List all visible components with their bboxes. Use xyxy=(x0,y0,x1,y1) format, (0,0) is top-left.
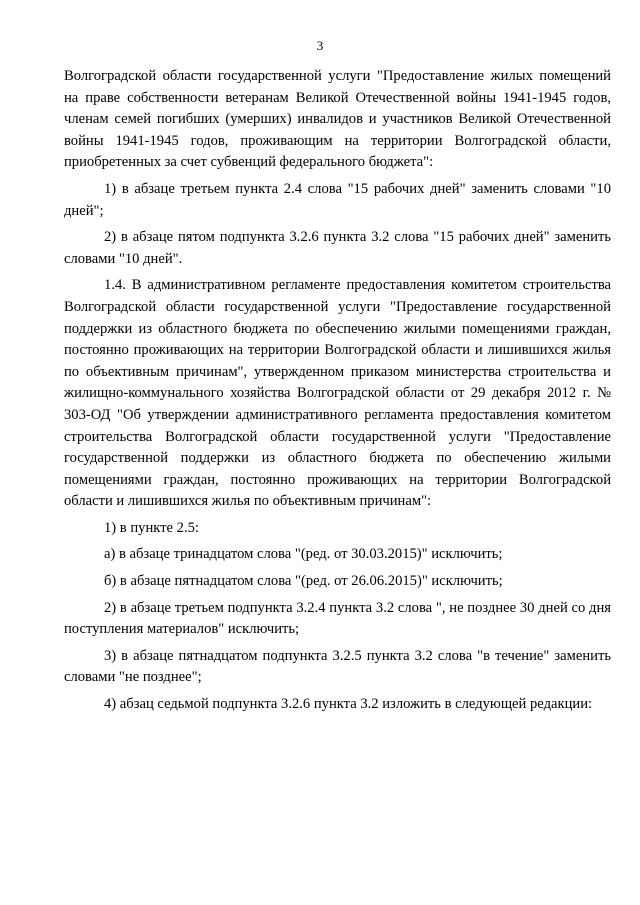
page-number: 3 xyxy=(316,38,324,53)
paragraph-item-4-point-3-2-6: 4) абзац седьмой подпункта 3.2.6 пункта 3.2 изложить в следующей редакции: xyxy=(104,696,593,713)
document-body xyxy=(64,66,611,721)
paragraph-item-2: 2) в абзаце пятом подпункта 3.2.6 пункта 3.2 слова "15 рабочих дней" заменить словами "10 дней". xyxy=(64,229,611,267)
paragraph-intro-continuation: Волгоградской области государственной услуги "Предоставление жилых помещений на праве собственности ветеранам Великой Отечественной войны 1941-1945 годов, членам семей погибших (умерших) инвалидов и участников Великой Отечественной войны 1941-1945 годов, проживающим на территории Волгоградской области, приобретенных за счет субвенций федерального бюджета": xyxy=(64,68,611,171)
paragraph-subitem-b: б) в абзаце пятнадцатом слова "(ред. от 26.06.2015)" исключить; xyxy=(104,573,503,590)
paragraph-section-1-4: 1.4. В административном регламенте предоставления комитетом строительства Волгоградской области государственной услуги "Предоставление государственной поддержки из областного бюджета по обеспечению жилыми помещениями граждан, постоянно проживающих на территории Волгоградской области и лишившихся жилья по объективным причинам", утвержденном приказом министерства строительства и жилищно-коммунального хозяйства Волгоградской области от 29 декабря 2012 г. № 303-ОД "Об утверждении административного регламента предоставления комитетом строительства Волгоградской области государственной услуги "Предоставление государственной поддержки из областного бюджета по обеспечению жилыми помещениями граждан, постоянно проживающих на территории Волгоградской области и лишившихся жилья по объективным причинам": xyxy=(64,277,611,510)
paragraph-subitem-a: а) в абзаце тринадцатом слова "(ред. от 30.03.2015)" исключить; xyxy=(104,546,503,563)
paragraph-item-2-point-3-2-4: 2) в абзаце третьем подпункта 3.2.4 пункта 3.2 слова ", не позднее 30 дней со дня поступления материалов" исключить; xyxy=(64,599,611,638)
paragraph-item-3-point-3-2-5: 3) в абзаце пятнадцатом подпункта 3.2.5 пункта 3.2 слова "в течение" заменить словами "не позднее"; xyxy=(64,647,611,686)
paragraph-item-1-point-2-5: 1) в пункте 2.5: xyxy=(104,519,199,536)
paragraph-item-1: 1) в абзаце третьем пункта 2.4 слова "15 рабочих дней" заменить словами "10 дней"; xyxy=(64,180,611,219)
